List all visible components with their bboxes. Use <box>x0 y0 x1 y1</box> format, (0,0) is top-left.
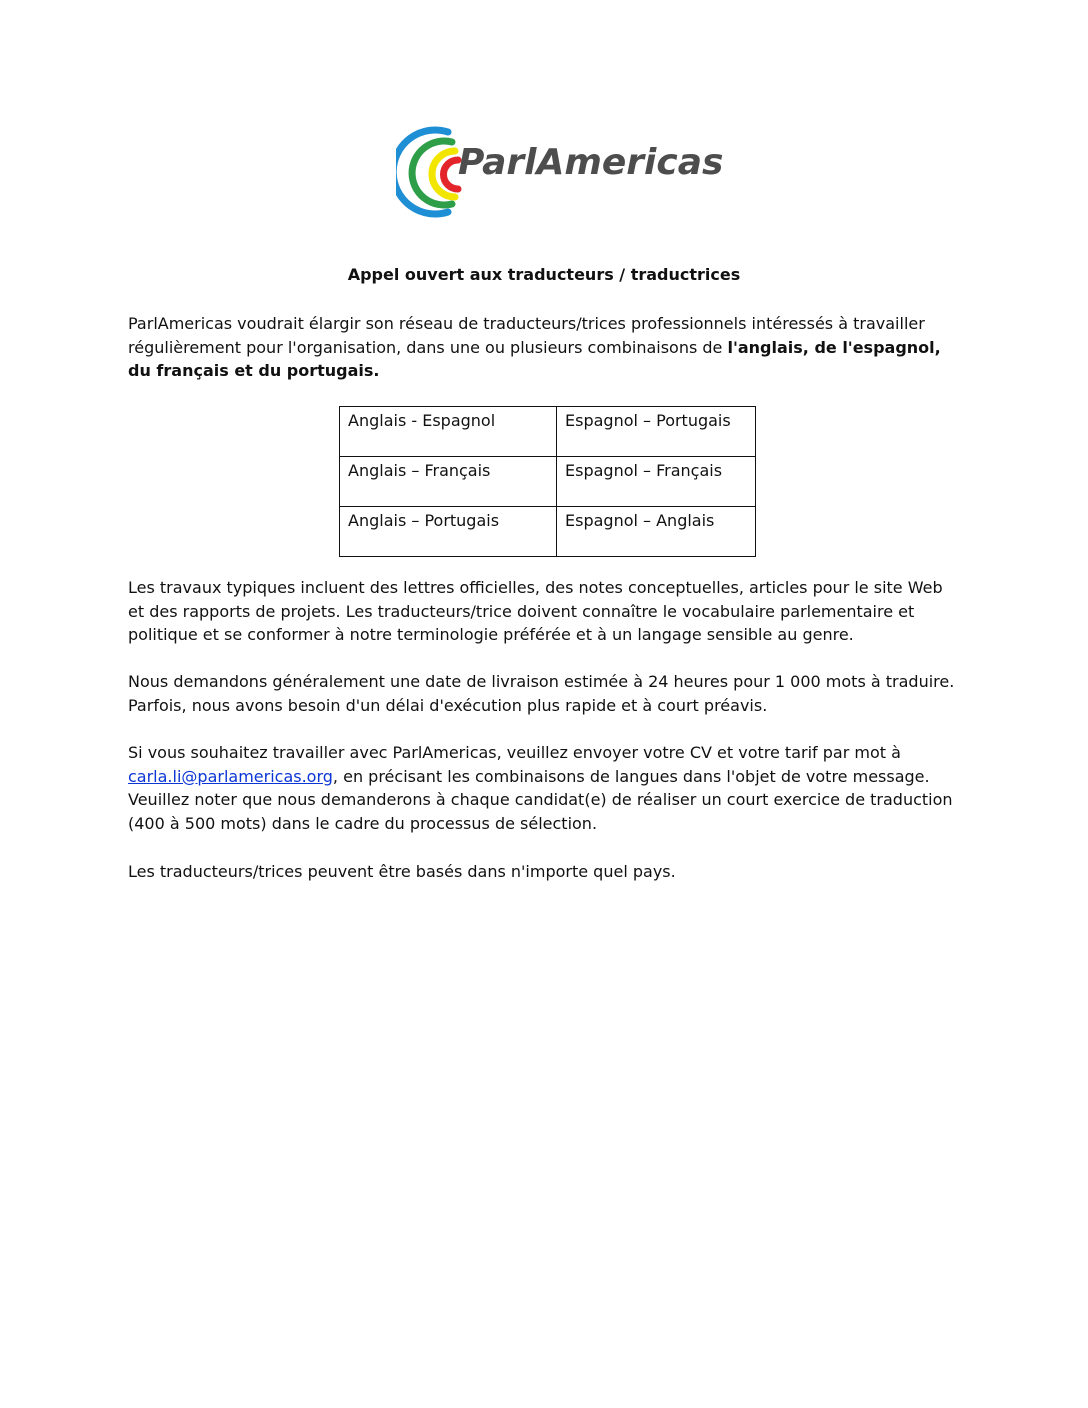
delivery-text: Nous demandons généralement une date de livraison estimée à 24 heures pour 1 000 mots à traduire. Parfois, nous avons besoin d'un délai d'exécution plus rapide et à court préavis. <box>128 672 955 715</box>
work-paragraph <box>128 576 958 647</box>
table-cell: Anglais – Français <box>340 457 557 507</box>
table-cell: Anglais – Portugais <box>340 507 557 557</box>
intro-languages: l'anglais, de l'espagnol, du français et du portugais. <box>128 337 941 380</box>
table-row <box>340 457 756 507</box>
page-title: Appel ouvert aux traducteurs / traductrices <box>347 265 741 284</box>
location-text: Les traducteurs/trices peuvent être basés dans n'importe quel pays. <box>128 862 676 881</box>
intro-paragraph <box>128 312 958 383</box>
language-pairs-table <box>339 406 756 557</box>
contact-text-before: Si vous souhaitez travailler avec ParlAmericas, veuillez envoyer votre CV et votre tarif par mot à <box>128 743 901 762</box>
email-link[interactable]: carla.li@parlamericas.org <box>128 766 333 786</box>
logo-arc-red <box>444 160 459 189</box>
table-cell: Espagnol – Anglais <box>557 507 756 557</box>
table-row <box>340 507 756 557</box>
work-text: Les travaux typiques incluent des lettres officielles, des notes conceptuelles, articles pour le site Web et des rapports de projets. Les traducteurs/trice doivent connaître le vocabulaire parlementaire et politique et se conformer à notre terminologie préférée et à un langage sensible au genre. <box>128 578 943 644</box>
contact-text-after: , en précisant les combinaisons de langues dans l'objet de votre message. Veuillez noter que nous demanderons à chaque candidat(e) de réaliser un court exercice de traduction (400 à 500 mots) dans le cadre du processus de sélection. <box>128 766 953 833</box>
location-paragraph <box>128 860 958 884</box>
table-cell: Anglais - Espagnol <box>340 407 557 457</box>
delivery-paragraph <box>128 670 958 717</box>
logo-arcs-icon <box>396 126 466 218</box>
logo-wordmark: ParlAmericas <box>458 142 724 183</box>
contact-paragraph <box>128 741 958 835</box>
parlamericas-logo <box>396 126 724 218</box>
intro-text: ParlAmericas voudrait élargir son réseau de traducteurs/trices professionnels intéressés à travailler régulièrement pour l'organisation, dans une ou plusieurs combinaisons de <box>128 314 925 357</box>
table-cell: Espagnol – Portugais <box>557 407 756 457</box>
table-cell: Espagnol – Français <box>557 457 756 507</box>
table-row <box>340 407 756 457</box>
